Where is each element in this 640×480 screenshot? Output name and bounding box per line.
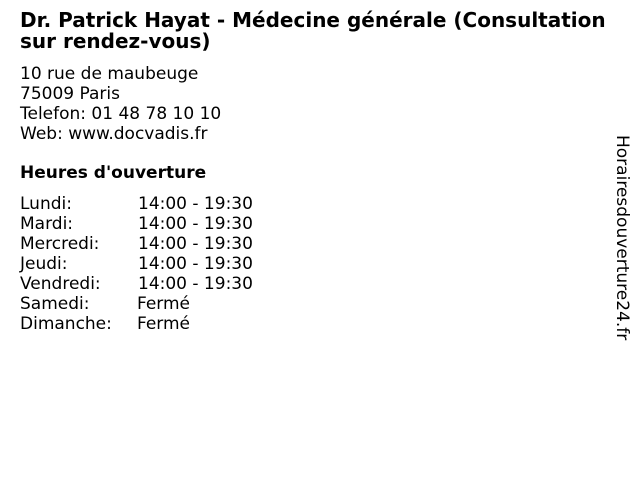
address-block — [20, 64, 221, 144]
page-title: Dr. Patrick Hayat - Médecine générale (Consultation sur rendez-vous) — [20, 8, 606, 53]
day-hours: 14:00 - 19:30 — [138, 274, 253, 294]
phone-line: Telefon: 01 48 78 10 10 — [20, 104, 222, 124]
day-hours: Fermé — [137, 314, 191, 334]
hours-row-saturday — [20, 294, 253, 314]
day-label: Jeudi: — [20, 254, 68, 274]
day-hours: 14:00 - 19:30 — [138, 214, 253, 234]
day-label: Mercredi: — [20, 234, 100, 254]
site-watermark: Horairesdouverture24.fr — [612, 135, 632, 341]
opening-hours-table — [20, 194, 253, 334]
hours-row-wednesday — [20, 234, 253, 254]
day-hours: 14:00 - 19:30 — [138, 234, 253, 254]
street-address: 10 rue de maubeuge — [20, 64, 199, 84]
opening-hours-heading: Heures d'ouverture — [20, 163, 207, 183]
hours-row-thursday — [20, 254, 253, 274]
day-hours: 14:00 - 19:30 — [138, 254, 253, 274]
hours-row-tuesday — [20, 214, 253, 234]
day-hours: Fermé — [137, 294, 191, 314]
day-hours: 14:00 - 19:30 — [138, 194, 253, 214]
hours-row-monday — [20, 194, 253, 214]
day-label: Mardi: — [20, 214, 74, 234]
hours-row-sunday — [20, 314, 253, 334]
day-label: Dimanche: — [20, 314, 112, 334]
day-label: Vendredi: — [20, 274, 101, 294]
postal-city: 75009 Paris — [20, 84, 120, 104]
hours-row-friday — [20, 274, 253, 294]
website-line: Web: www.docvadis.fr — [20, 124, 208, 144]
day-label: Samedi: — [20, 294, 90, 314]
day-label: Lundi: — [20, 194, 72, 214]
